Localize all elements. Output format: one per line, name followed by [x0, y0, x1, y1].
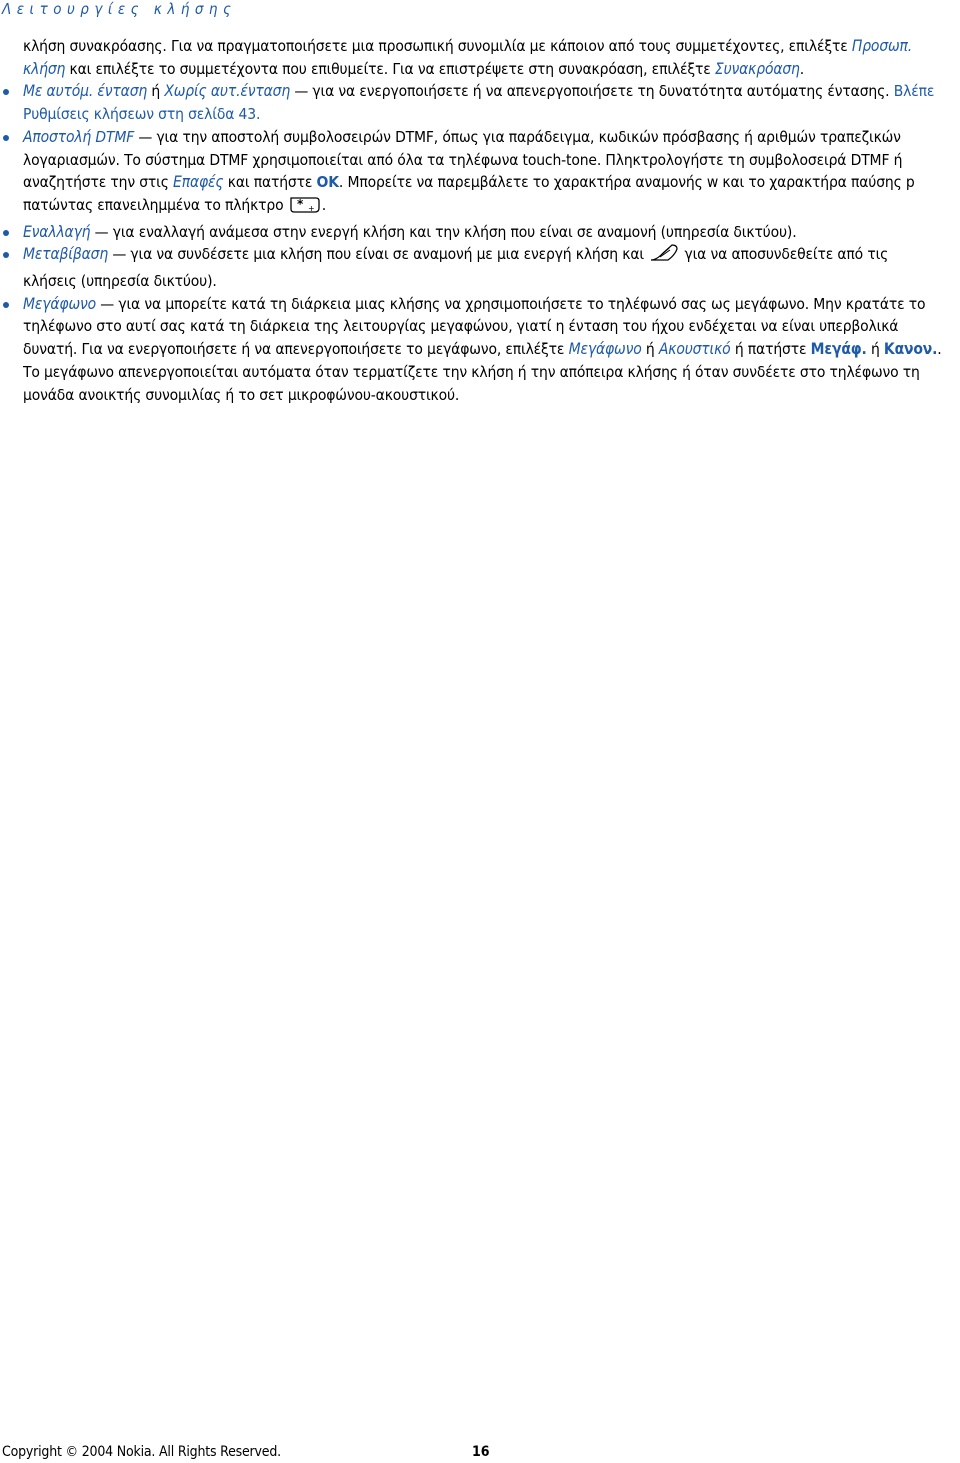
- page-number: 16: [472, 1444, 490, 1460]
- option-handset: Ακουστικό: [658, 340, 731, 359]
- key-loudspeaker: Μεγάφ.: [810, 340, 867, 359]
- cross-reference-link[interactable]: Βλέπε Ρυθμίσεις κλήσεων στη σελίδα 43.: [23, 82, 935, 124]
- body-text: — για εναλλαγή ανάμεσα στην ενεργή κλήση και την κλήση που είναι σε αναμονή (υπηρεσία δικτύου).: [90, 222, 797, 241]
- body-text: ή: [147, 82, 165, 101]
- bullet-icon: [3, 230, 9, 236]
- option-private-call: Προσωπ. κλήση: [23, 37, 913, 78]
- option-conference: Συνακρόαση: [714, 59, 800, 78]
- document-body: [23, 35, 943, 406]
- option-loudspeaker-select: Μεγάφωνο: [568, 340, 642, 359]
- list-item-swap: [23, 221, 943, 244]
- option-transfer: Μεταβίβαση: [23, 245, 109, 264]
- body-text: . Μπορείτε να παρεμβάλετε το χαρακτήρα αναμονής w και το χαρακτήρα παύσης p πατώντας επανειλημμένα το πλήκτρο: [23, 173, 915, 214]
- option-contacts: Επαφές: [173, 173, 224, 192]
- list-item-send-dtmf: [23, 126, 943, 221]
- bullet-icon: [3, 252, 9, 258]
- body-text: .: [321, 195, 327, 214]
- body-text: και πατήστε: [223, 173, 317, 192]
- bullet-icon: [3, 135, 9, 141]
- option-auto-volume-off: Χωρίς αυτ.ένταση: [164, 82, 291, 101]
- end-call-icon: [648, 243, 680, 270]
- body-text: ή: [866, 340, 884, 359]
- list-item-transfer: [23, 243, 943, 292]
- page-header-title: Λειτουργίες κλήσης: [2, 0, 237, 18]
- intro-paragraph: [23, 35, 943, 80]
- copyright-notice: Copyright © 2004 Nokia. All Rights Reserved.: [2, 1444, 281, 1460]
- list-item-loudspeaker: [23, 293, 943, 407]
- option-loudspeaker: Μεγάφωνο: [23, 294, 97, 313]
- svg-text:+: +: [307, 203, 315, 213]
- body-text: κλήση συνακρόασης. Για να πραγματοποιήσετε μια προσωπική συνομιλία με κάποιον από τους συμμετέχοντες, επιλέξτε: [23, 37, 852, 55]
- option-swap: Εναλλαγή: [23, 222, 91, 241]
- body-text: .: [799, 59, 805, 78]
- body-text: — για να ενεργοποιήσετε ή να απενεργοποιήσετε τη δυνατότητα αυτόματης έντασης.: [290, 82, 894, 101]
- bullet-icon: [3, 302, 9, 308]
- body-text: . Το μεγάφωνο απενεργοποιείται αυτόματα όταν τερματίζετε την κλήση ή την απόπειρα κλήσης ή όταν συνδέετε στο τηλέφωνο τη μονάδα ανοικτής συνομιλίας ή το σετ μικροφώνου-ακουστικού.: [23, 340, 942, 404]
- list-item-auto-volume: [23, 80, 943, 125]
- key-normal: Κανον.: [883, 340, 938, 359]
- body-text: — για την αποστολή συμβολοσειρών DTMF, όπως για παράδειγμα, κωδικών πρόσβασης ή αριθμών τραπεζικών λογαριασμών. Το σύστημα DTMF χρησιμοποιείται από όλα τα τηλέφωνα touch-tone. Πληκτρολογήστε τη συμβολοσειρά DTMF ή αναζητήστε την στις: [23, 127, 903, 192]
- key-ok: OK: [316, 173, 339, 192]
- star-key-icon: [288, 196, 322, 221]
- bullet-icon: [3, 89, 9, 95]
- body-text: — για να μπορείτε κατά τη διάρκεια μιας κλήσης να χρησιμοποιήσετε το τηλέφωνό σας ως μεγάφωνο. Μην κρατάτε το τηλέφωνο στο αυτί σας κατά τη διάρκεια της λειτουργίας μεγαφώνου, γιατί η ένταση του ήχου ενδέχεται να είναι υπερβολικά δυνατή. Για να ενεργοποιήσετε ή να απενεργοποιήσετε το μεγάφωνο, επιλέξτε: [23, 294, 926, 359]
- body-text: — για να συνδέσετε μια κλήση που είναι σε αναμονή με μια ενεργή κλήση και: [108, 245, 649, 264]
- option-send-dtmf: Αποστολή DTMF: [23, 127, 135, 146]
- body-text: ή: [641, 340, 659, 359]
- body-text: για να αποσυνδεθείτε από τις κλήσεις (υπηρεσία δικτύου).: [23, 245, 889, 291]
- body-text: και επιλέξτε το συμμετέχοντα που επιθυμείτε. Για να επιστρέψετε στη συνακρόαση, επιλέξτε: [65, 59, 715, 78]
- body-text: ή πατήστε: [730, 340, 811, 359]
- option-auto-volume-on: Με αυτόμ. ένταση: [23, 82, 148, 101]
- svg-text:*: *: [296, 196, 303, 211]
